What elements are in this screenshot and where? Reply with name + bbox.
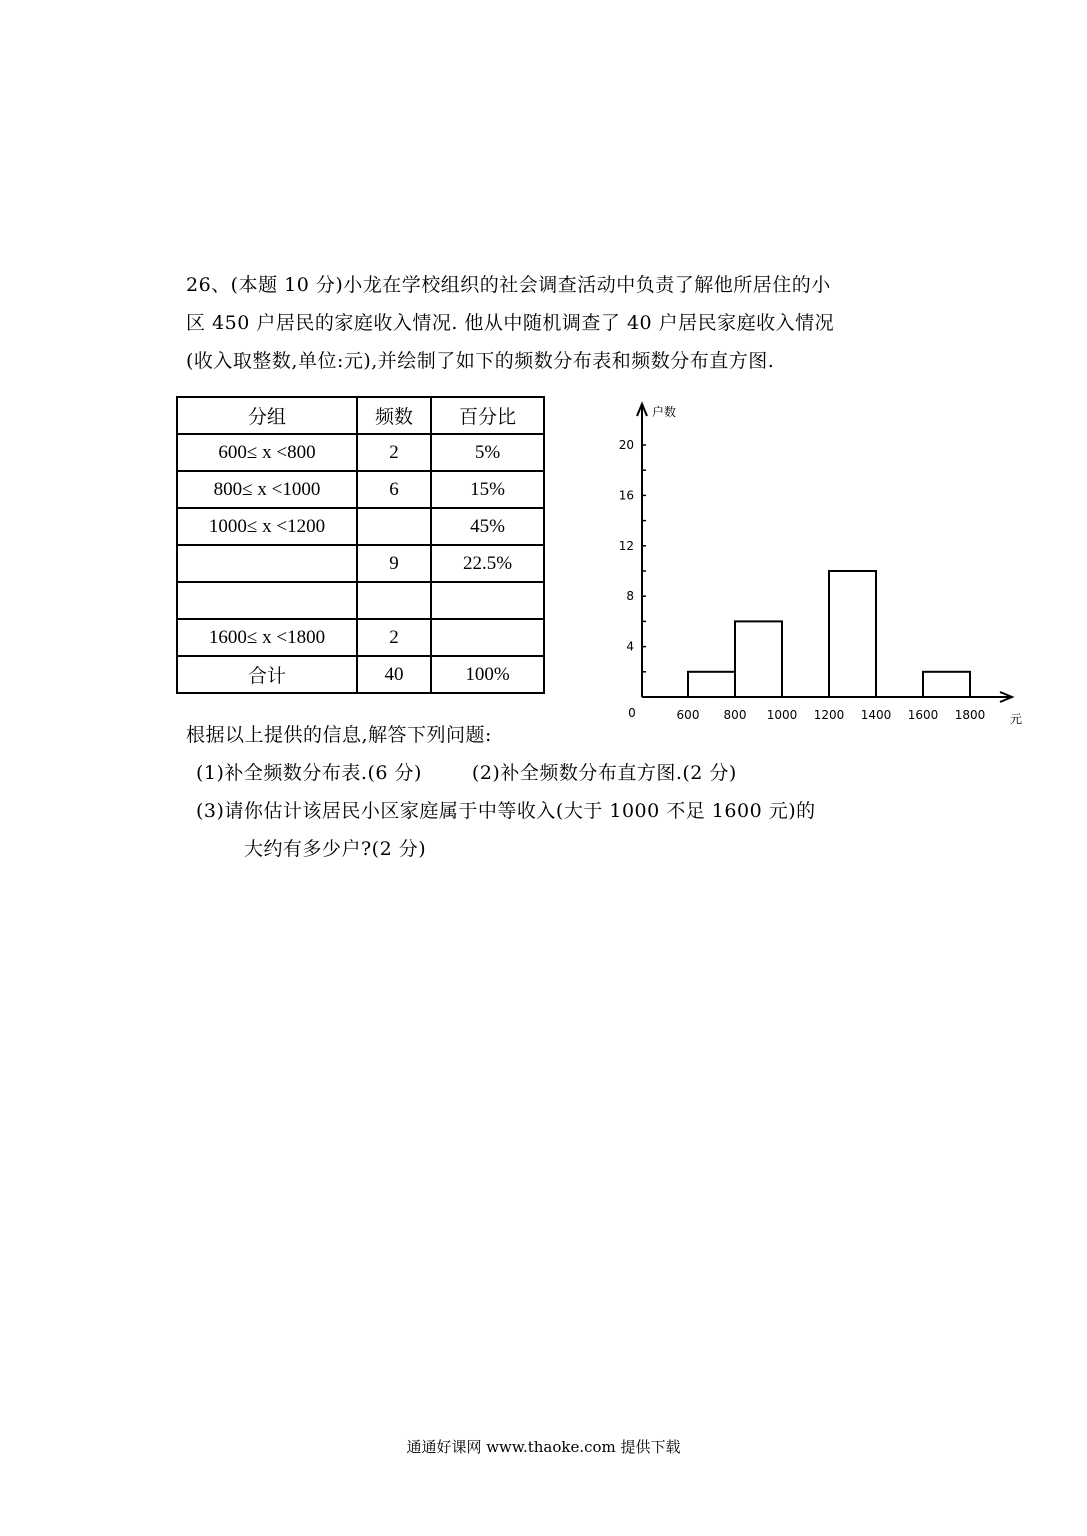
histogram-bar (735, 621, 782, 697)
cell-percent (431, 619, 544, 656)
cell-group: 600≤ x <800 (177, 434, 357, 471)
question-3-line-2: 大约有多少户?(2 分) (244, 838, 427, 860)
cell-frequency (357, 582, 431, 619)
header-percent: 百分比 (431, 397, 544, 434)
x-tick-label: 1600 (907, 708, 939, 722)
cell-frequency: 40 (357, 656, 431, 693)
problem-line-2: 区 450 户居民的家庭收入情况. 他从中随机调查了 40 户居民家庭收入情况 (186, 312, 835, 334)
cell-group: 800≤ x <1000 (177, 471, 357, 508)
table-row (177, 545, 544, 582)
y-tick-label: 8 (626, 589, 634, 604)
histogram-bar (688, 672, 735, 697)
cell-frequency: 6 (357, 471, 431, 508)
question-3-line-1: (3)请你估计该居民小区家庭属于中等收入(大于 1000 不足 1600 元)的 (196, 800, 816, 822)
y-tick-label: 4 (626, 639, 634, 654)
cell-percent (431, 582, 544, 619)
x-tick-label: 1000 (766, 708, 798, 722)
x-tick-label: 600 (676, 708, 700, 722)
x-axis-title: 元 (1010, 712, 1023, 726)
table-header-row (177, 397, 544, 434)
table-total-row (177, 656, 544, 693)
cell-frequency (357, 508, 431, 545)
histogram-chart (600, 392, 1040, 732)
question-2: (2)补全频数分布直方图.(2 分) (471, 762, 737, 784)
cell-group (177, 582, 357, 619)
cell-frequency: 9 (357, 545, 431, 582)
x-tick-label: 1400 (860, 708, 892, 722)
y-tick-label: 16 (618, 488, 634, 503)
table-row (177, 434, 544, 471)
y-tick-label: 20 (618, 438, 634, 452)
footer: 通通好课网 www.thaoke.com 提供下载 (406, 1438, 681, 1456)
cell-percent: 100% (431, 656, 544, 693)
y-tick-label: 12 (618, 538, 634, 553)
questions (186, 716, 916, 868)
problem-statement (186, 266, 916, 380)
cell-percent: 22.5% (431, 545, 544, 582)
table-row (177, 619, 544, 656)
questions-intro: 根据以上提供的信息,解答下列问题: (186, 724, 492, 746)
table-row (177, 508, 544, 545)
cell-frequency: 2 (357, 619, 431, 656)
origin-label: 0 (628, 706, 636, 720)
cell-group: 合计 (177, 656, 357, 693)
cell-group: 1600≤ x <1800 (177, 619, 357, 656)
question-1: (1)补全频数分布表.(6 分) (196, 762, 422, 784)
cell-percent: 45% (431, 508, 544, 545)
x-tick-label: 800 (723, 708, 747, 722)
cell-group: 1000≤ x <1200 (177, 508, 357, 545)
frequency-table (176, 396, 545, 694)
cell-percent: 5% (431, 434, 544, 471)
table-row (177, 582, 544, 619)
header-frequency: 频数 (357, 397, 431, 434)
cell-percent: 15% (431, 471, 544, 508)
problem-line-1: 26、(本题 10 分)小龙在学校组织的社会调查活动中负责了解他所居住的小 (186, 274, 831, 296)
x-tick-label: 1800 (954, 708, 986, 722)
cell-frequency: 2 (357, 434, 431, 471)
histogram-bar (829, 571, 876, 697)
x-tick-label: 1200 (813, 708, 845, 722)
cell-group (177, 545, 357, 582)
y-axis-title: 户数 (652, 405, 677, 419)
table-row (177, 471, 544, 508)
histogram-bar (923, 672, 970, 697)
header-group: 分组 (177, 397, 357, 434)
question-1-2-line (186, 754, 916, 792)
problem-line-3: (收入取整数,单位:元),并绘制了如下的频数分布表和频数分布直方图. (186, 350, 775, 372)
